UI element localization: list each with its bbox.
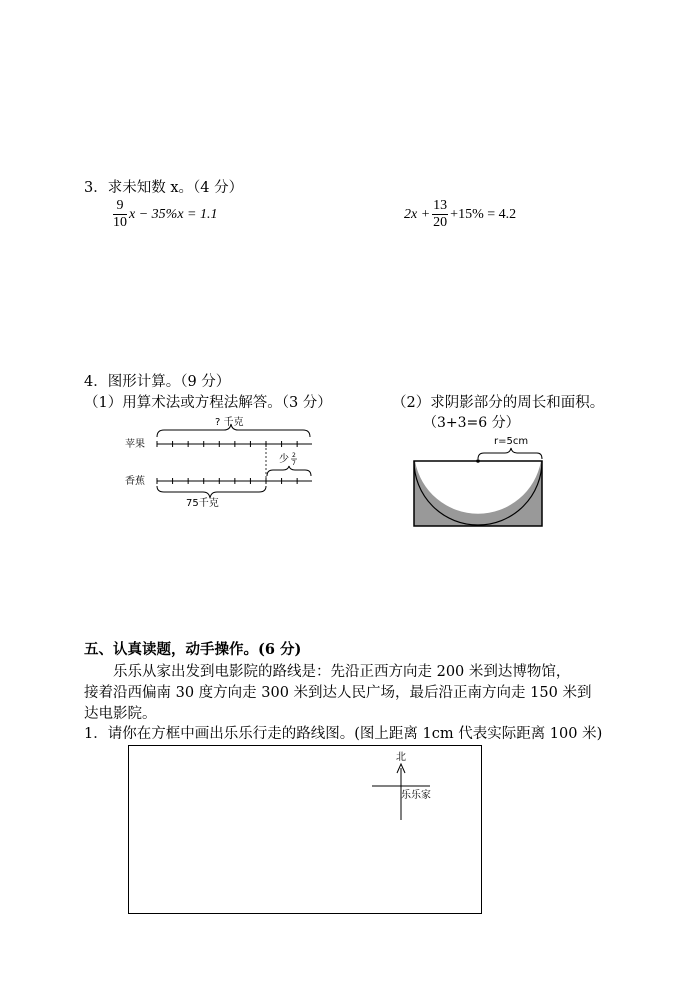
- equation-2-pre: 2x +: [404, 206, 431, 222]
- less-fraction-numerator: 2: [292, 452, 296, 459]
- radius-brace: [478, 448, 542, 459]
- shaded-region: [414, 461, 542, 526]
- less-fraction-denominator: 7: [292, 460, 296, 467]
- section5-task1: 1．请你在方框中画出乐乐行走的路线图。(图上距离 1cm 代表实际距离 100 米): [84, 726, 603, 742]
- question-label: ? 千克: [215, 417, 244, 428]
- section5-paragraph-line3: 达电影院。: [84, 706, 157, 722]
- banana-weight-label: 75千克: [186, 498, 219, 509]
- section5-paragraph-line1: 乐乐从家出发到电影院的路线是：先沿正西方向走 200 米到达博物馆，: [113, 664, 571, 680]
- north-label: 北: [396, 752, 406, 763]
- compass-marker: [360, 746, 460, 826]
- home-label: 乐乐家: [401, 790, 431, 801]
- equation-2: [404, 198, 516, 231]
- equation-2-fraction: $\frac{13}{20}$: [433, 198, 448, 230]
- q3-title: 3．求未知数 x。（4 分）: [84, 180, 244, 196]
- q4-part1: （1）用算术法或方程法解答。（3 分）: [84, 395, 332, 411]
- less-label: 少: [279, 454, 289, 465]
- banana-label: 香蕉: [125, 476, 145, 487]
- equation-2-rest: +15% = 4.2: [450, 206, 517, 222]
- equation-1-fraction: $\frac{9}{10}$: [113, 198, 127, 230]
- section5-title: 五、认真读题，动手操作。(6 分): [84, 641, 302, 658]
- radius-label: r=5cm: [494, 436, 529, 447]
- equation-1-rest: x − 35%x = 1.1: [129, 206, 218, 222]
- equation-1: [113, 198, 217, 231]
- q4-title: 4．图形计算。（9 分）: [84, 374, 231, 390]
- q4-part2-score: （3+3=6 分）: [423, 415, 520, 431]
- difference-brace: [267, 466, 311, 476]
- section5-paragraph-line2: 接着沿西偏南 30 度方向走 300 米到达人民广场，最后沿正南方向走 150 米到: [84, 685, 592, 701]
- apple-label: 苹果: [125, 439, 145, 450]
- shaded-figure: [410, 430, 550, 530]
- center-point: [476, 459, 480, 463]
- banana-brace: [157, 486, 266, 498]
- line-segment-diagram: [120, 410, 325, 510]
- q4-part2: （2）求阴影部分的周长和面积。: [392, 395, 605, 411]
